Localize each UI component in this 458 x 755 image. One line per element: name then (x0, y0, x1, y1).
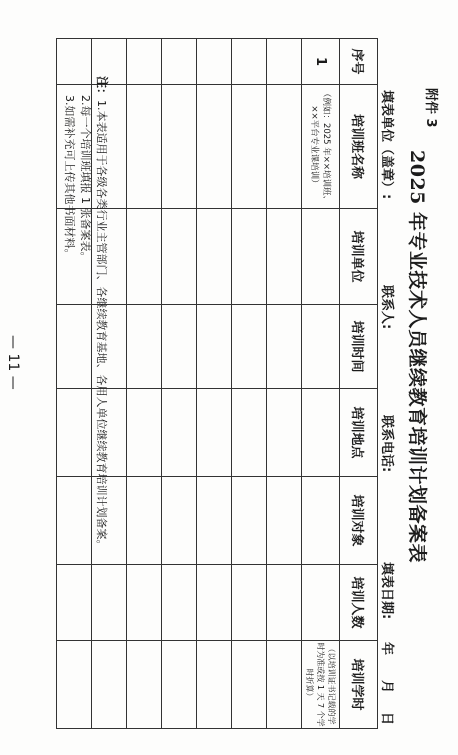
table-cell (162, 85, 197, 209)
note-line: 2.每一个培训班填报 1 张备案表。 (79, 95, 92, 263)
header-cell: 培训学时 (340, 641, 378, 729)
header-cell: 培训对象 (340, 477, 378, 565)
fill-unit-label: 填表单位（盖章）: (379, 90, 394, 200)
table-cell (162, 39, 197, 85)
table-cell (162, 477, 197, 565)
table-cell (267, 641, 302, 729)
header-cell: 培训时间 (340, 305, 378, 389)
hours-note: （以培训证书记载的学时为准或按 1 天 7 个学时折算） (302, 641, 340, 729)
table-cell (267, 39, 302, 85)
table-cell (197, 565, 232, 641)
table-cell (197, 389, 232, 477)
table-cell (267, 477, 302, 565)
table-row (162, 39, 197, 729)
page-number: — 11 — (5, 335, 21, 390)
header-cell: 培训单位 (340, 209, 378, 305)
date-day: 日 (379, 712, 394, 726)
table-cell (232, 641, 267, 729)
table-cell (267, 209, 302, 305)
header-cell: 培训班名称 (340, 85, 378, 209)
phone-label: 联系电话: (379, 415, 394, 473)
table-cell (232, 305, 267, 389)
date-month: 月 (379, 680, 394, 694)
table-cell (232, 389, 267, 477)
header-row (340, 39, 378, 729)
table-cell (302, 477, 340, 565)
table-cell (127, 209, 162, 305)
document-title: 2025 年专业技术人员继续教育培训计划备案表 (406, 150, 428, 563)
table-cell (127, 477, 162, 565)
table-cell (127, 641, 162, 729)
table-cell (57, 641, 92, 729)
table-row (302, 39, 340, 729)
table-cell (302, 305, 340, 389)
table-cell (162, 389, 197, 477)
table-cell (267, 85, 302, 209)
table-cell (302, 209, 340, 305)
table-row (127, 39, 162, 729)
table-cell (127, 305, 162, 389)
table-cell (232, 565, 267, 641)
table-cell (267, 305, 302, 389)
table-cell (197, 39, 232, 85)
note-line (93, 76, 110, 551)
table-cell (92, 565, 127, 641)
table-cell (197, 85, 232, 209)
table-cell (267, 565, 302, 641)
notes-block (61, 76, 110, 551)
header-cell: 培训地点 (340, 389, 378, 477)
table-cell (127, 565, 162, 641)
note-text: 1.本表适用于各级各类行业主管部门、各继续教育基地、各用人单位继续教育培训计划备案。 (95, 100, 108, 551)
table-cell (197, 305, 232, 389)
table-cell (57, 565, 92, 641)
table-cell (162, 641, 197, 729)
table-cell (127, 85, 162, 209)
table-cell (197, 641, 232, 729)
table-cell (162, 305, 197, 389)
table-cell (232, 39, 267, 85)
date-year: 年 (379, 642, 394, 656)
table-cell (127, 39, 162, 85)
annex-label: 附件 3 (423, 88, 438, 128)
table-cell (302, 389, 340, 477)
table-cell (92, 641, 127, 729)
contact-label: 联系人: (379, 285, 394, 330)
table-cell (232, 477, 267, 565)
table-row (267, 39, 302, 729)
table-cell (232, 85, 267, 209)
table-cell (197, 209, 232, 305)
table-row (232, 39, 267, 729)
table-cell (162, 565, 197, 641)
row-index: 1 (302, 39, 340, 85)
header-cell: 培训人数 (340, 565, 378, 641)
header-cell: 序号 (340, 39, 378, 85)
notes-label: 注： (95, 76, 109, 101)
table-cell (162, 209, 197, 305)
table-cell (232, 209, 267, 305)
table-cell (267, 389, 302, 477)
table-cell (127, 389, 162, 477)
table-row (197, 39, 232, 729)
date-label: 填表日期: (379, 562, 394, 620)
table-cell (302, 565, 340, 641)
note-line: 3.如需补充可上传其他书面材料。 (63, 95, 76, 260)
example-class-name: （例如：2025 年××培训班、××平台专业课培训） (302, 85, 340, 209)
table-cell (197, 477, 232, 565)
